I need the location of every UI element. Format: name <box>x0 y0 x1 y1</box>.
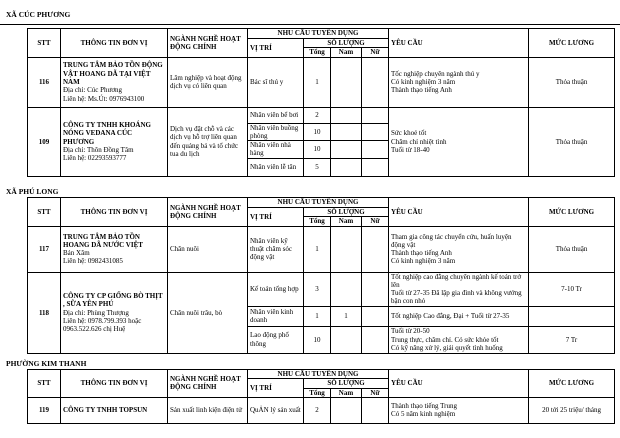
header-industry: NGÀNH NGHỀ HOẠT ĐỘNG CHÍNH <box>168 29 248 58</box>
company-contact: Liên hệ: 0978.799.393 hoặc 0963.522.626 chị Huệ <box>63 316 142 334</box>
row-stt: 119 <box>28 397 61 423</box>
position: Nhân viên kinh doanh <box>248 306 304 326</box>
requirements <box>389 272 529 306</box>
position: Lao động phổ thông <box>248 326 304 353</box>
qty-total: 1 <box>304 306 331 326</box>
header-requirements: YÊU CẦU <box>389 29 529 58</box>
qty-female <box>362 123 389 141</box>
requirement-line: Thành thạo tiếng Trung <box>391 402 457 411</box>
qty-male <box>331 326 362 353</box>
qty-total: 2 <box>304 397 331 423</box>
section-title: PHƯỜNG KIM THANH <box>6 359 87 368</box>
requirements <box>389 107 529 176</box>
header-position: VỊ TRÍ <box>248 208 304 227</box>
company-name: CÔNG TY TNHH TOPSUN <box>63 406 148 415</box>
qty-total: 5 <box>304 158 331 176</box>
qty-male <box>331 123 362 141</box>
requirement-line: Có kinh nghiệm 3 năm <box>391 77 456 86</box>
header-position: VỊ TRÍ <box>248 379 304 398</box>
company-contact: Liên hệ: 0982431085 <box>63 257 123 266</box>
qty-male <box>331 158 362 176</box>
qty-male: 1 <box>331 306 362 326</box>
table-row <box>28 397 615 423</box>
qty-total: 2 <box>304 107 331 123</box>
industry: Sản xuất linh kiện điện tử <box>168 397 248 423</box>
header-quantity: SỐ LƯỢNG <box>304 208 389 217</box>
header-male: Nam <box>331 48 362 57</box>
requirement-line: Trung thực, chăm chỉ. Có sức khỏe tốt <box>391 335 499 344</box>
qty-total: 1 <box>304 226 331 272</box>
qty-male <box>331 141 362 159</box>
header-female: Nữ <box>362 388 389 397</box>
position: Bác sĩ thú y <box>248 57 304 107</box>
company-info <box>61 57 168 107</box>
header-stt: STT <box>28 29 61 58</box>
section-title: XÃ CÚC PHƯƠNG <box>6 10 71 19</box>
company-name: CÔNG TY CP GIỐNG BÒ THỊT , SỮA YÊN PHÚ <box>63 291 163 309</box>
header-info: THÔNG TIN ĐƠN VỊ <box>61 370 168 398</box>
header-requirements: YÊU CẦU <box>389 370 529 398</box>
row-stt: 117 <box>28 226 61 272</box>
requirement-line: Tốt nghiệp Cao đẳng, Đại + Tuổi từ 27-35 <box>391 312 510 321</box>
requirements <box>389 326 529 353</box>
position: Nhân viên buồng phòng <box>248 123 304 141</box>
requirement-line: Sức khoẻ tốt <box>391 129 427 138</box>
company-name: CÔNG TY TNHH KHOÁNG NÓNG VEDANA CÚC PHƯƠNG <box>63 120 151 146</box>
company-contact: Liên hệ: Ms.Út: 0976943100 <box>63 94 145 103</box>
salary: Thỏa thuận <box>529 57 615 107</box>
row-stt: 109 <box>28 107 61 176</box>
header-need: NHU CẦU TUYỂN DỤNG <box>248 29 389 39</box>
qty-total: 10 <box>304 141 331 159</box>
table-row <box>28 107 615 123</box>
requirement-line: Thành thạo tiếng Anh <box>391 86 452 95</box>
salary: Thỏa thuận <box>529 107 615 176</box>
requirements <box>389 397 529 423</box>
header-quantity: SỐ LƯỢNG <box>304 379 389 388</box>
header-industry: NGÀNH NGHỀ HOẠT ĐỘNG CHÍNH <box>168 198 248 227</box>
company-info <box>61 397 168 423</box>
header-male: Nam <box>331 388 362 397</box>
section-title: XÃ PHÚ LONG <box>6 187 59 196</box>
requirement-line: Có kỹ năng xử lý, giải quyết tình huống <box>391 343 503 352</box>
qty-total: 10 <box>304 123 331 141</box>
header-female: Nữ <box>362 217 389 226</box>
qty-female <box>362 226 389 272</box>
requirement-line: Tham gia công tác chuyển cứu, huấn luyện động vật <box>391 232 512 249</box>
qty-total: 3 <box>304 272 331 306</box>
position: Nhân viên bể bơi <box>248 107 304 123</box>
company-info <box>61 226 168 272</box>
header-total: Tổng <box>304 48 331 57</box>
qty-female <box>362 57 389 107</box>
row-stt: 116 <box>28 57 61 107</box>
company-name: TRUNG TÂM BẢO TỒN HOANG DÃ NƯỚC VIỆT <box>63 232 143 249</box>
requirement-line: Tốt nghiệp cao đẳng chuyên ngành kế toán trở lên <box>391 272 522 289</box>
company-contact: Liên hệ: 02293593777 <box>63 154 127 163</box>
table-row <box>28 226 615 272</box>
company-address: Địa chỉ: Phùng Thượng <box>63 308 129 317</box>
position: Nhân viên lễ tân <box>248 158 304 176</box>
header-stt: STT <box>28 198 61 227</box>
qty-female <box>362 306 389 326</box>
qty-total: 1 <box>304 57 331 107</box>
salary: 20 tới 25 triệu/ tháng <box>529 397 615 423</box>
jobs-table <box>27 197 615 354</box>
requirement-line: Tuổi từ 20-50 <box>391 327 430 336</box>
header-total: Tổng <box>304 388 331 397</box>
qty-female <box>362 397 389 423</box>
industry: Lâm nghiệp và hoạt động dịch vụ có liên quan <box>168 57 248 107</box>
company-address: Địa chỉ: Cúc Phương <box>63 86 123 95</box>
row-stt: 118 <box>28 272 61 353</box>
jobs-table <box>27 28 615 177</box>
requirement-line: Tuổi từ 27-35 Đã lập gia đình và không vướng bận con nhỏ <box>391 289 522 306</box>
header-salary: MỨC LƯƠNG <box>529 29 615 58</box>
header-male: Nam <box>331 217 362 226</box>
position: Nhân viên kỹ thuật chăm sóc động vật <box>248 226 304 272</box>
qty-male <box>331 57 362 107</box>
requirement-line: Có kinh nghiệm 3 năm <box>391 257 456 266</box>
requirements <box>389 306 529 326</box>
header-quantity: SỐ LƯỢNG <box>304 39 389 48</box>
requirement-line: Có 5 năm kinh nghiệm <box>391 410 456 419</box>
salary: 7 Tr <box>529 326 615 353</box>
qty-female <box>362 158 389 176</box>
position: Kế toán tổng hợp <box>248 272 304 306</box>
header-need: NHU CẦU TUYỂN DỤNG <box>248 370 389 379</box>
position: Nhân viên nhà hàng <box>248 141 304 159</box>
header-position: VỊ TRÍ <box>248 39 304 58</box>
company-address: Địa chỉ: Thôn Đồng Tâm <box>63 145 134 154</box>
position: QuẢN lý sản xuất <box>248 397 304 423</box>
company-info <box>61 272 168 353</box>
header-salary: MỨC LƯƠNG <box>529 198 615 227</box>
requirements <box>389 57 529 107</box>
header-info: THÔNG TIN ĐƠN VỊ <box>61 198 168 227</box>
qty-male <box>331 397 362 423</box>
header-requirements: YÊU CẦU <box>389 198 529 227</box>
company-address: Bản Xăm <box>63 249 90 258</box>
requirement-line: Chăm chỉ nhiệt tình <box>391 137 447 146</box>
salary: 7-10 Tr <box>529 272 615 306</box>
jobs-table <box>27 369 615 424</box>
salary <box>529 306 615 326</box>
company-info <box>61 107 168 176</box>
requirements <box>389 226 529 272</box>
qty-male <box>331 272 362 306</box>
table-row <box>28 57 615 107</box>
qty-female <box>362 326 389 353</box>
requirement-line: Tuổi từ 18-40 <box>391 145 430 154</box>
industry: Dịch vụ đặt chỗ và các dịch vụ hỗ trợ liên quan đến quảng bá và tổ chức tua du lịch <box>168 107 248 176</box>
qty-female <box>362 272 389 306</box>
industry: Chăn nuôi <box>168 226 248 272</box>
header-need: NHU CẦU TUYỂN DỤNG <box>248 198 389 208</box>
header-stt: STT <box>28 370 61 398</box>
industry: Chăn nuôi trâu, bò <box>168 272 248 353</box>
header-salary: MỨC LƯƠNG <box>529 370 615 398</box>
header-female: Nữ <box>362 48 389 57</box>
header-total: Tổng <box>304 217 331 226</box>
qty-male <box>331 107 362 123</box>
requirement-line: Tốc nghiệp chuyên ngành thú y <box>391 69 480 78</box>
header-info: THÔNG TIN ĐƠN VỊ <box>61 29 168 58</box>
qty-female <box>362 107 389 123</box>
qty-female <box>362 141 389 159</box>
salary: Thỏa thuận <box>529 226 615 272</box>
company-name: TRUNG TÂM BẢO TỒN ĐỘNG VẬT HOANG DÃ TẠI VIỆT NAM <box>63 61 163 86</box>
qty-male <box>331 226 362 272</box>
qty-total: 10 <box>304 326 331 353</box>
table-row <box>28 272 615 306</box>
section-divider <box>0 24 620 25</box>
requirement-line: Thành thạo tiếng Anh <box>391 249 452 258</box>
header-industry: NGÀNH NGHỀ HOẠT ĐỘNG CHÍNH <box>168 370 248 398</box>
